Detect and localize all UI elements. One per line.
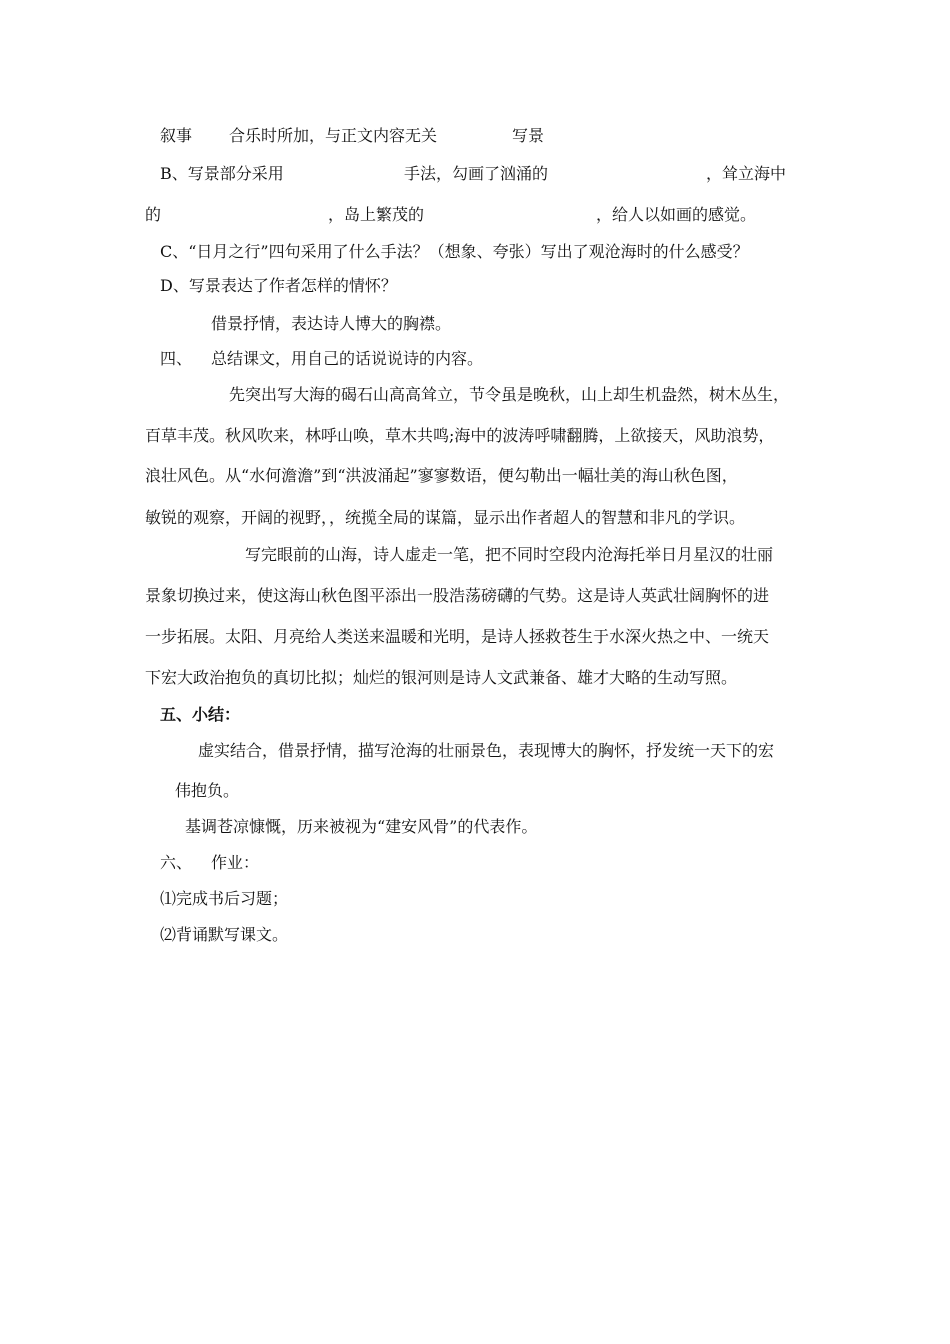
summary-para2-line2: 景象切换过来，使这海山秋色图平添出一股浩荡磅礴的气势。这是诗人英武壮阔胸怀的进 — [145, 586, 770, 605]
narration-label: 叙事 — [160, 126, 193, 145]
question-b-cont2: ，岛上繁茂的 — [328, 205, 425, 224]
question-d: D、写景表达了作者怎样的情怀？ — [160, 276, 397, 295]
conclusion-line2: 伟抱负。 — [175, 781, 240, 800]
section-six-number: 六、 — [160, 853, 193, 872]
section-four-title: 总结课文，用自己的话说说诗的内容。 — [211, 349, 484, 368]
homework-item-1: ⑴完成书后习题； — [160, 889, 289, 908]
scenery-label: 写景 — [512, 126, 545, 145]
question-b-part3: ，耸立海中 — [706, 164, 787, 183]
summary-para1-line1: 先突出写大海的碣石山高高耸立，节令虽是晚秋，山上却生机盎然，树木丛生， — [229, 385, 790, 404]
question-b-part2: 手法，勾画了汹涌的 — [404, 164, 549, 183]
conclusion-line1: 虚实结合，借景抒情，描写沧海的壮丽景色，表现博大的胸怀，抒发统一天下的宏 — [198, 741, 775, 760]
music-note: 合乐时所加，与正文内容无关 — [229, 126, 438, 145]
answer-d: 借景抒情，表达诗人博大的胸襟。 — [211, 314, 452, 333]
tone-statement: 基调苍凉慷慨，历来被视为“建安风骨”的代表作。 — [185, 817, 538, 836]
question-b-cont3: ，给人以如画的感觉。 — [596, 205, 757, 224]
summary-para1-line4: 敏锐的观察，开阔的视野，，统揽全局的谋篇，显示出作者超人的智慧和非凡的学识。 — [145, 508, 746, 527]
question-c: C、“日月之行”四句采用了什么手法？（想象、夸张）写出了观沧海时的什么感受？ — [160, 242, 749, 261]
summary-para2-line3: 一步拓展。太阳、月亮给人类送来温暖和光明，是诗人拯救苍生于水深火热之中、一统天 — [145, 627, 770, 646]
homework-item-2: ⑵背诵默写课文。 — [160, 925, 289, 944]
summary-para2-line4: 下宏大政治抱负的真切比拟；灿烂的银河则是诗人文武兼备、雄才大略的生动写照。 — [145, 668, 738, 687]
summary-para1-line3: 浪壮风色。从“水何澹澹”到“洪波涌起”寥寥数语，便勾勒出一幅壮美的海山秋色图， — [145, 466, 738, 485]
summary-para1-line2: 百草丰茂。秋风吹来，林呼山唤，草木共鸣;海中的波涛呼啸翻腾，上欲接天，风助浪势， — [145, 426, 775, 445]
section-five-title: 五、小结： — [160, 705, 241, 724]
question-b-cont1: 的 — [145, 205, 162, 224]
summary-para2-line1: 写完眼前的山海，诗人虚走一笔，把不同时空段内沧海托举日月星汉的壮丽 — [245, 545, 774, 564]
question-b-part1: B、写景部分采用 — [160, 164, 284, 183]
section-six-title: 作业： — [211, 853, 260, 872]
section-four-number: 四、 — [160, 349, 193, 368]
